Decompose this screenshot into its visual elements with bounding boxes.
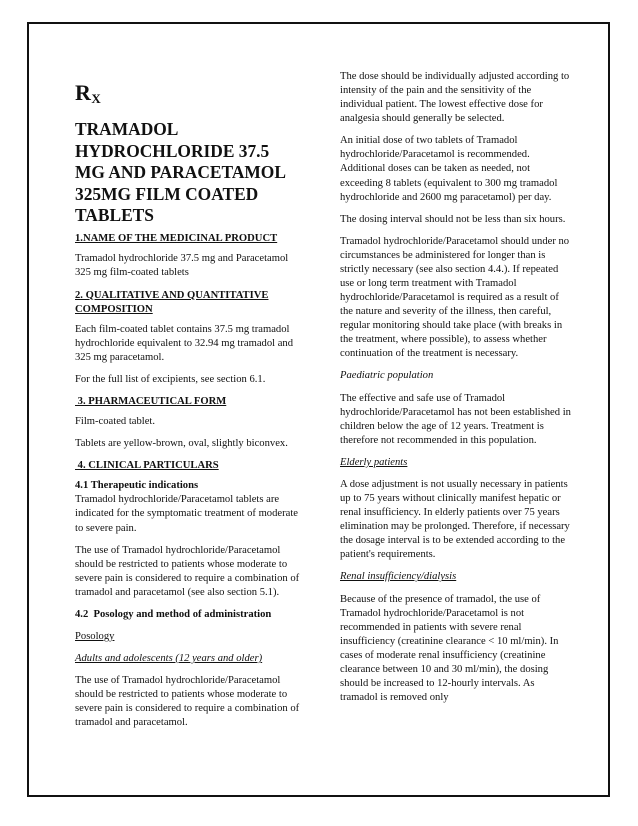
rx-symbol	[75, 78, 303, 107]
paediatric-label: Paediatric population	[340, 370, 434, 382]
dose-paragraph-3: The dosing interval should not be less than six hours.	[340, 213, 566, 225]
elderly-text: A dose adjustment is not usually necessary in patients up to 75 years without clinically manifest hepatic or renal insufficiency. In elderly patients over 75 years elimination may be prolonged. Therefore, if necessary the dosage interval is to be extended according to the patient's requirements.	[340, 478, 570, 561]
section-1-heading: 1.NAME OF THE MEDICINAL PRODUCT	[75, 233, 278, 245]
adults-label: Adults and adolescents (12 years and older)	[75, 653, 263, 665]
product-title: TRAMADOL HYDROCHLORIDE 37.5 MG AND PARACETAMOL 325MG FILM COATED TABLETS	[75, 119, 285, 225]
rx-main: R	[75, 80, 92, 105]
rx-sub: X	[91, 91, 102, 106]
section-4-1-heading: 4.1 Therapeutic indications	[75, 480, 199, 492]
section-1-text: Tramadol hydrochloride 37.5 mg and Paracetamol 325 mg film-coated tablets	[75, 253, 289, 279]
adults-text: The use of Tramadol hydrochloride/Paracetamol should be restricted to patients whose moderate to severe pain is considered to require a combination of tramadol and paracetamol.	[75, 675, 300, 729]
section-2-heading: 2. QUALITATIVE AND QUANTITATIVE COMPOSITION	[75, 289, 269, 315]
section-3-text-2: Tablets are yellow-brown, oval, slightly biconvex.	[75, 438, 288, 450]
section-4-heading: 4. CLINICAL PARTICULARS	[75, 460, 219, 472]
section-3-heading: 3. PHARMACEUTICAL FORM	[75, 396, 227, 408]
section-2-text-1: Each film-coated tablet contains 37.5 mg tramadol hydrochloride equivalent to 32.94 mg tramadol and 325 mg paracetamol.	[75, 323, 293, 363]
renal-label: Renal insufficiency/dialysis	[340, 571, 457, 583]
elderly-label: Elderly patients	[340, 456, 408, 468]
renal-text: Because of the presence of tramadol, the use of Tramadol hydrochloride/Paracetamol is not recommended in patients with severe renal insufficiency (creatinine clearance < 10 ml/min). In cases of moderate renal insufficiency (creatinine clearance between 10 and 30 ml/min), the dosing should be increased to 12-hourly intervals. As tramadol is removed only	[340, 593, 559, 704]
dose-paragraph-1: The dose should be individually adjusted according to intensity of the pain and the sensitivity of the individual patient. The lowest effective dose for analgesia should generally be selected.	[340, 71, 570, 125]
section-4-1-text-1: Tramadol hydrochloride/Paracetamol tablets are indicated for the symptomatic treatment of moderate to severe pain.	[75, 494, 298, 534]
section-2-text-2: For the full list of excipients, see section 6.1.	[75, 373, 266, 385]
section-4-2-heading: 4.2 Posology and method of administration	[75, 608, 272, 620]
right-column	[340, 70, 573, 713]
paediatric-text: The effective and safe use of Tramadol hydrochloride/Paracetamol has not been established in children below the age of 12 years. Treatment is therefore not recommended in this population.	[340, 392, 571, 446]
section-4-1-text-2: The use of Tramadol hydrochloride/Paracetamol should be restricted to patients whose moderate to severe pain is considered to require a combination of tramadol and paracetamol (see also section 5.1).	[75, 544, 300, 598]
posology-label: Posology	[75, 631, 115, 643]
dose-paragraph-4: Tramadol hydrochloride/Paracetamol should under no circumstances be administered for longer than is strictly necessary (see also section 4.4.). If repeated use or long term treatment with Tramadol hydrochloride/Paracetamol is required as a result of the nature and severity of the illness, then careful, regular monitoring should take place (with breaks in the treatment, where possible), to assess whether continuation of the treatment is necessary.	[340, 235, 570, 360]
section-3-text-1: Film-coated tablet.	[75, 416, 156, 428]
dose-paragraph-2: An initial dose of two tablets of Tramadol hydrochloride/Paracetamol is recommended. Additional doses can be taken as needed, not exceeding 8 tablets (equivalent to 300 mg tramadol hydrochloride and 2600 mg paracetamol) per day.	[340, 135, 558, 203]
left-column	[75, 70, 303, 739]
